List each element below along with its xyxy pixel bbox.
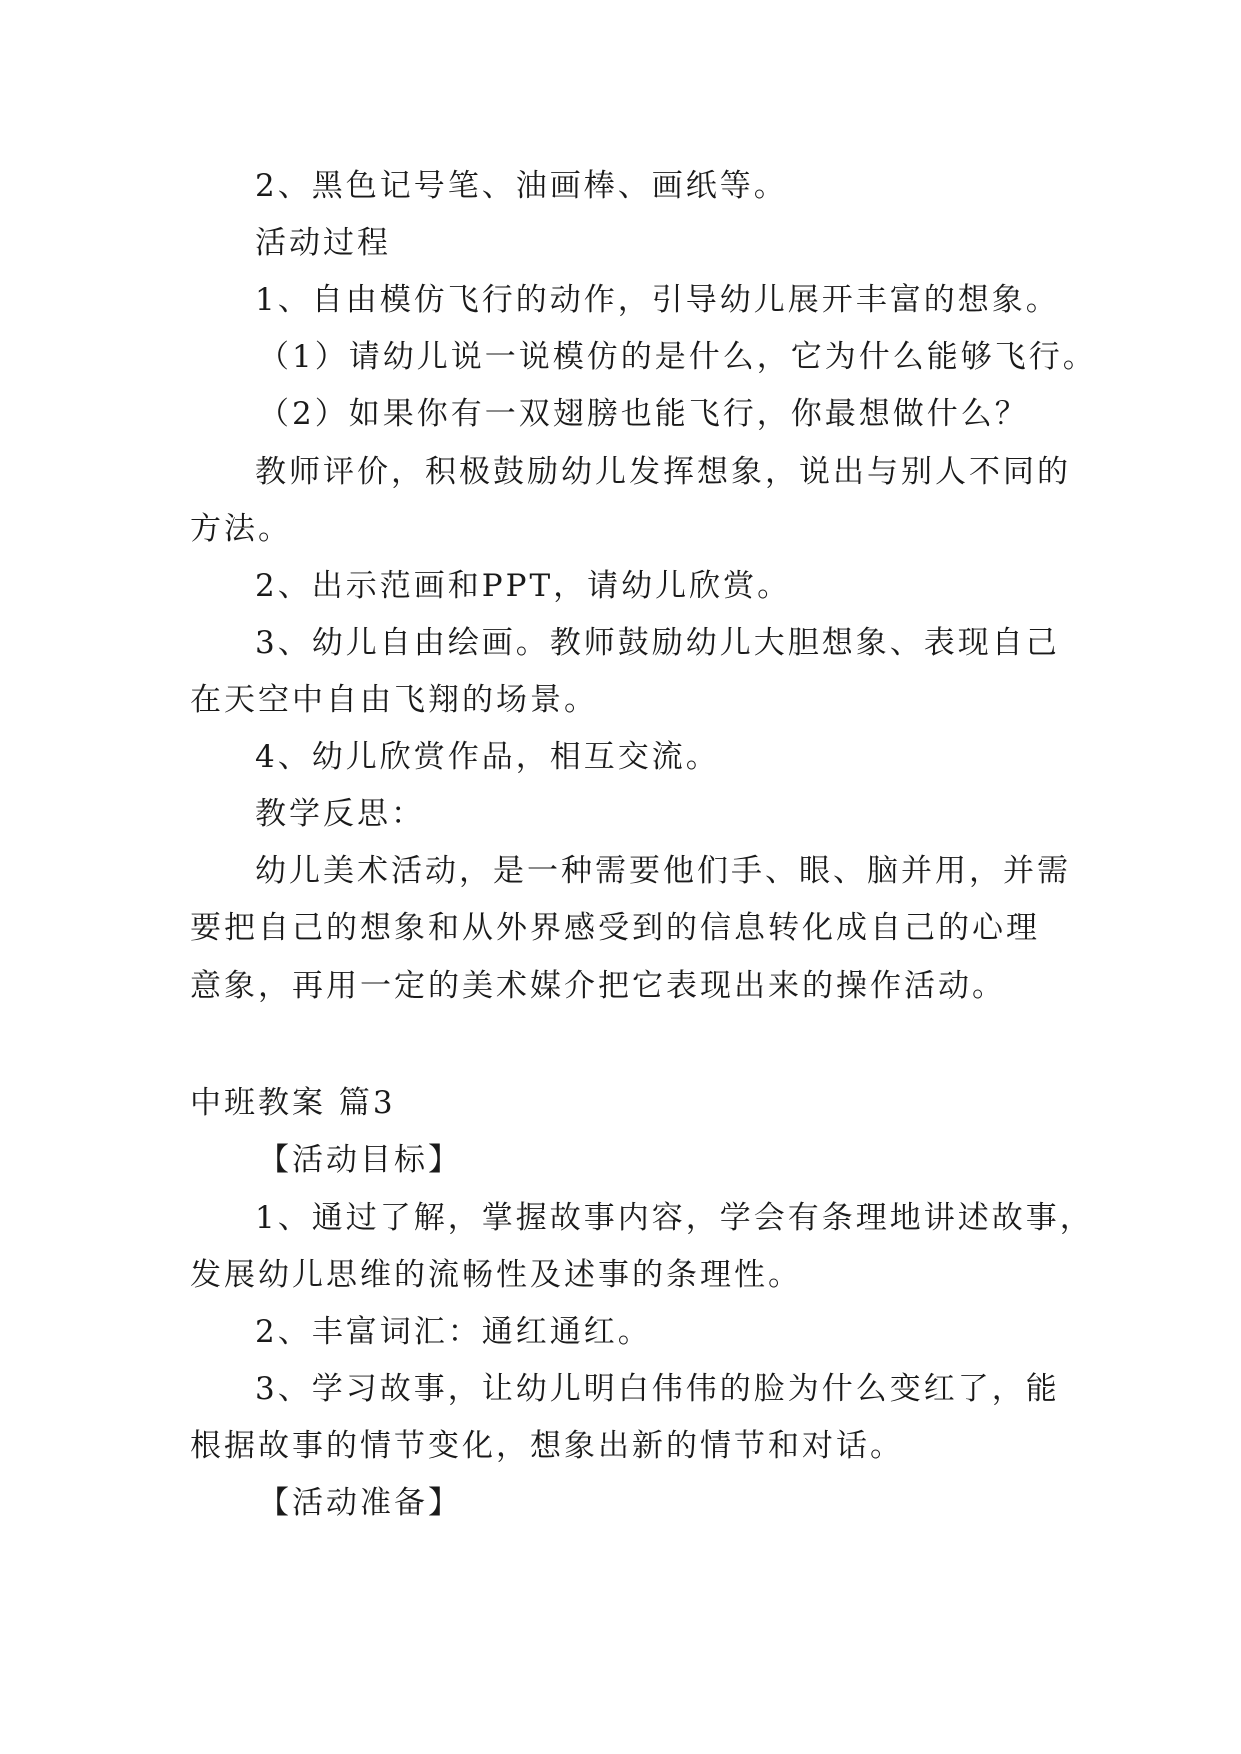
paragraph-goal-1: 1、通过了解，掌握故事内容，学会有条理地讲述故事， (255, 1200, 1094, 1236)
paragraph-process-step-2: 2、出示范画和PPT，请幼儿欣赏。 (255, 568, 792, 604)
paragraph-teacher-evaluation-cont: 方法。 (190, 511, 292, 547)
paragraph-goal-3-cont: 根据故事的情节变化，想象出新的情节和对话。 (190, 1428, 904, 1464)
paragraph-materials-item-2: 2、黑色记号笔、油画棒、画纸等。 (255, 168, 788, 204)
paragraph-reflection-line-1: 幼儿美术活动，是一种需要他们手、眼、脑并用，并需 (255, 853, 1071, 889)
heading-teaching-reflection: 教学反思： (255, 796, 425, 832)
paragraph-process-step-4: 4、幼儿欣赏作品，相互交流。 (255, 739, 720, 775)
paragraph-process-step-3-cont: 在天空中自由飞翔的场景。 (190, 682, 598, 718)
heading-activity-goals: 【活动目标】 (258, 1142, 462, 1178)
paragraph-question-1: （1）请幼儿说一说模仿的是什么，它为什么能够飞行。 (258, 339, 1097, 375)
paragraph-goal-3: 3、学习故事，让幼儿明白伟伟的脸为什么变红了，能 (255, 1371, 1060, 1407)
heading-activity-preparation: 【活动准备】 (258, 1485, 462, 1521)
paragraph-goal-2: 2、丰富词汇：通红通红。 (255, 1314, 652, 1350)
paragraph-goal-1-cont: 发展幼儿思维的流畅性及述事的条理性。 (190, 1257, 802, 1293)
paragraph-question-2: （2）如果你有一双翅膀也能飞行，你最想做什么？ (258, 396, 1029, 432)
paragraph-process-step-1: 1、自由模仿飞行的动作，引导幼儿展开丰富的想象。 (255, 282, 1060, 318)
paragraph-process-step-3: 3、幼儿自由绘画。教师鼓励幼儿大胆想象、表现自己 (255, 625, 1060, 661)
paragraph-teacher-evaluation: 教师评价，积极鼓励幼儿发挥想象，说出与别人不同的 (255, 454, 1071, 490)
paragraph-reflection-line-2: 要把自己的想象和从外界感受到的信息转化成自己的心理 (190, 910, 1040, 946)
section-title-lesson-3: 中班教案 篇3 (190, 1085, 396, 1121)
heading-activity-process: 活动过程 (255, 225, 391, 261)
paragraph-reflection-line-3: 意象，再用一定的美术媒介把它表现出来的操作活动。 (190, 968, 1006, 1004)
